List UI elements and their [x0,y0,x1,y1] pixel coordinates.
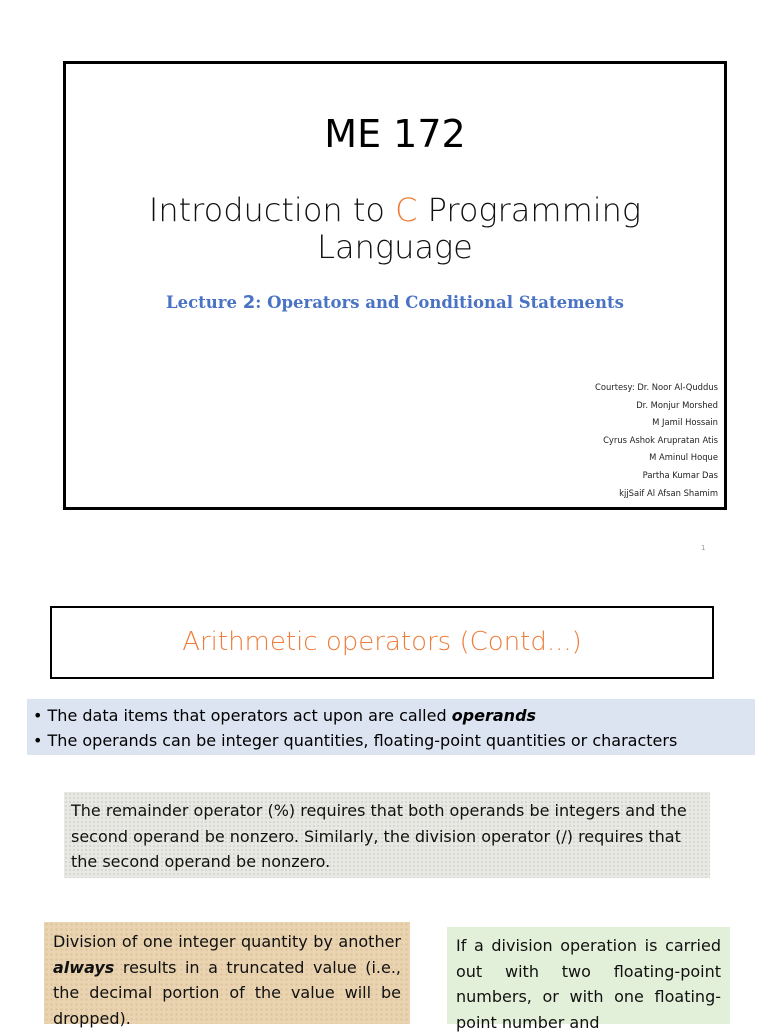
remainder-note: The remainder operator (%) requires that both operands be integers and the second operand be nonzero. Similarly, the division operator (/) requires that the second operand be nonzero. [64,792,710,878]
course-title: Introduction to C Programming Language [148,191,642,266]
credit-line: Courtesy: Dr. Noor Al-Quddus [594,382,718,392]
bullet-item: • The data items that operators act upon are called operands [33,706,537,725]
bullet-list [27,699,755,755]
integer-division-note: Division of one integer quantity by another always results in a truncated value (i.e., the decimal portion of the value will be dropped). [44,922,410,1024]
always-term: always [53,957,115,977]
credit-line: M Aminul Hoque [649,452,718,463]
slide-heading: Arithmetic operators (Contd...) [50,606,714,679]
title-slide [63,61,727,510]
page-number: 1 [701,544,706,552]
lecture-number: 2 [242,292,256,313]
lecture-subtitle: Lecture 2: Operators and Conditional Statements [166,292,624,313]
credit-line: M Jamil Hossain [652,417,718,428]
credit-line: Dr. Monjur Morshed [636,399,718,410]
credit-line: Partha Kumar Das [642,469,718,480]
bullet-item: • The operands can be integer quantities, floating-point quantities or characters [33,731,678,750]
float-division-note: If a division operation is carried out with two floating-point numbers, or with one floating-point number and [447,927,730,1024]
course-code: ME 172 [324,112,466,156]
credit-line: kjjSaif Al Afsan Shamim [619,487,718,498]
credits-list [595,379,718,502]
operands-term: operands [451,706,537,725]
language-c-highlight: C [395,191,418,229]
credit-line: Cyrus Ashok Arupratan Atis [603,434,718,445]
